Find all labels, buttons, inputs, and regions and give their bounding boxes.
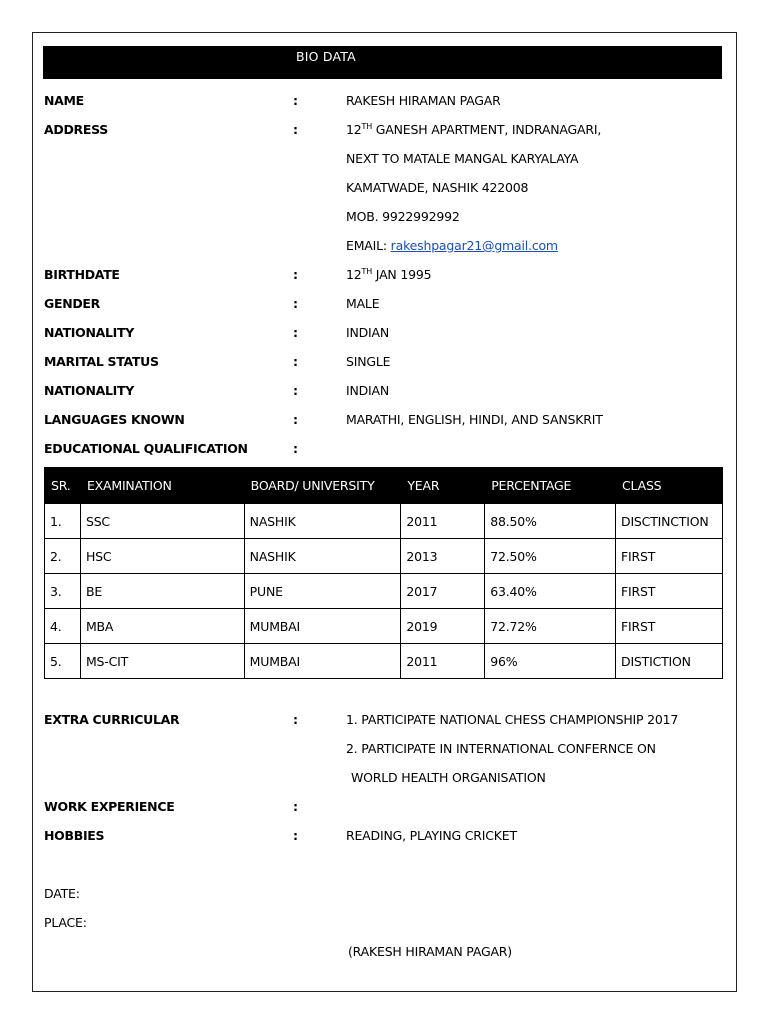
cell-class: DISCTINCTION: [616, 504, 723, 539]
cell-year: 2011: [401, 644, 485, 679]
nationality-label-2: NATIONALITY: [44, 383, 134, 398]
email-line: [346, 238, 558, 253]
nationality-value: INDIAN: [346, 325, 390, 340]
title-bar: [43, 46, 722, 79]
nationality-colon-2: :: [293, 383, 298, 398]
header-class: CLASS: [616, 468, 723, 504]
cell-sr: 3.: [45, 574, 81, 609]
birthdate-day-suffix: TH: [361, 267, 373, 276]
table-header-row: [45, 468, 723, 504]
cell-percentage: 88.50%: [485, 504, 616, 539]
cell-board: MUMBAI: [244, 644, 401, 679]
gender-label: GENDER: [44, 296, 101, 311]
signature-name: (RAKESH HIRAMAN PAGAR): [348, 944, 512, 959]
nationality-value-2: INDIAN: [346, 383, 390, 398]
education-colon: :: [293, 441, 298, 456]
cell-year: 2011: [401, 504, 485, 539]
address-line-2: NEXT TO MATALE MANGAL KARYALAYA: [346, 151, 579, 166]
name-value: RAKESH HIRAMAN PAGAR: [346, 93, 501, 108]
cell-sr: 4.: [45, 609, 81, 644]
cell-board: NASHIK: [244, 539, 401, 574]
name-colon: :: [293, 93, 298, 108]
cell-year: 2013: [401, 539, 485, 574]
header-year: YEAR: [401, 468, 485, 504]
hobbies-value: READING, PLAYING CRICKET: [346, 828, 517, 843]
cell-examination: MBA: [80, 609, 244, 644]
cell-examination: SSC: [80, 504, 244, 539]
address-line-3: KAMATWADE, NASHIK 422008: [346, 180, 529, 195]
nationality-colon: :: [293, 325, 298, 340]
cell-percentage: 96%: [485, 644, 616, 679]
education-label: EDUCATIONAL QUALIFICATION: [44, 441, 248, 456]
address-number: 12: [346, 122, 362, 137]
address-colon: :: [293, 122, 298, 137]
header-percentage: PERCENTAGE: [485, 468, 616, 504]
header-board: BOARD/ UNIVERSITY: [244, 468, 401, 504]
languages-label: LANGUAGES KNOWN: [44, 412, 185, 427]
email-label: EMAIL:: [346, 238, 391, 253]
table-row: [45, 539, 723, 574]
marital-status-value: SINGLE: [346, 354, 391, 369]
cell-percentage: 63.40%: [485, 574, 616, 609]
address-line-1: [346, 122, 601, 137]
birthdate-day: 12: [346, 267, 362, 282]
cell-class: FIRST: [616, 609, 723, 644]
birthdate-value: [346, 267, 431, 282]
page-title: BIO DATA: [296, 49, 356, 64]
cell-class: DISTICTION: [616, 644, 723, 679]
header-examination: EXAMINATION: [80, 468, 244, 504]
cell-sr: 1.: [45, 504, 81, 539]
cell-class: FIRST: [616, 574, 723, 609]
place-label: PLACE:: [44, 915, 87, 930]
cell-examination: MS-CIT: [80, 644, 244, 679]
work-experience-label: WORK EXPERIENCE: [44, 799, 175, 814]
cell-board: MUMBAI: [244, 609, 401, 644]
birthdate-label: BIRTHDATE: [44, 267, 120, 282]
cell-class: FIRST: [616, 539, 723, 574]
education-table: [44, 467, 723, 679]
birthdate-colon: :: [293, 267, 298, 282]
table-row: [45, 644, 723, 679]
marital-status-label: MARITAL STATUS: [44, 354, 159, 369]
languages-value: MARATHI, ENGLISH, HINDI, AND SANSKRIT: [346, 412, 603, 427]
nationality-label: NATIONALITY: [44, 325, 134, 340]
extra-curricular-line-2: 2. PARTICIPATE IN INTERNATIONAL CONFERNCE ON: [346, 741, 656, 756]
cell-board: NASHIK: [244, 504, 401, 539]
languages-colon: :: [293, 412, 298, 427]
name-label: NAME: [44, 93, 84, 108]
cell-year: 2017: [401, 574, 485, 609]
work-experience-colon: :: [293, 799, 298, 814]
address-line-1-text: GANESH APARTMENT, INDRANAGARI,: [372, 122, 602, 137]
date-label: DATE:: [44, 886, 80, 901]
table-row: [45, 609, 723, 644]
cell-sr: 5.: [45, 644, 81, 679]
cell-year: 2019: [401, 609, 485, 644]
address-number-suffix: TH: [361, 122, 373, 131]
biodata-page: [32, 32, 737, 992]
hobbies-label: HOBBIES: [44, 828, 105, 843]
extra-curricular-label: EXTRA CURRICULAR: [44, 712, 180, 727]
hobbies-colon: :: [293, 828, 298, 843]
cell-sr: 2.: [45, 539, 81, 574]
email-link[interactable]: rakeshpagar21@gmail.com: [390, 238, 558, 253]
gender-value: MALE: [346, 296, 380, 311]
extra-curricular-line-1: 1. PARTICIPATE NATIONAL CHESS CHAMPIONSHIP 2017: [346, 712, 679, 727]
extra-curricular-line-3: WORLD HEALTH ORGANISATION: [351, 770, 546, 785]
marital-status-colon: :: [293, 354, 298, 369]
birthdate-rest: JAN 1995: [372, 267, 432, 282]
gender-colon: :: [293, 296, 298, 311]
mobile-number: MOB. 9922992992: [346, 209, 460, 224]
extra-curricular-colon: :: [293, 712, 298, 727]
cell-percentage: 72.50%: [485, 539, 616, 574]
cell-examination: HSC: [80, 539, 244, 574]
cell-percentage: 72.72%: [485, 609, 616, 644]
address-label: ADDRESS: [44, 122, 108, 137]
cell-board: PUNE: [244, 574, 401, 609]
table-row: [45, 574, 723, 609]
table-row: [45, 504, 723, 539]
header-sr: SR.: [45, 468, 81, 504]
cell-examination: BE: [80, 574, 244, 609]
